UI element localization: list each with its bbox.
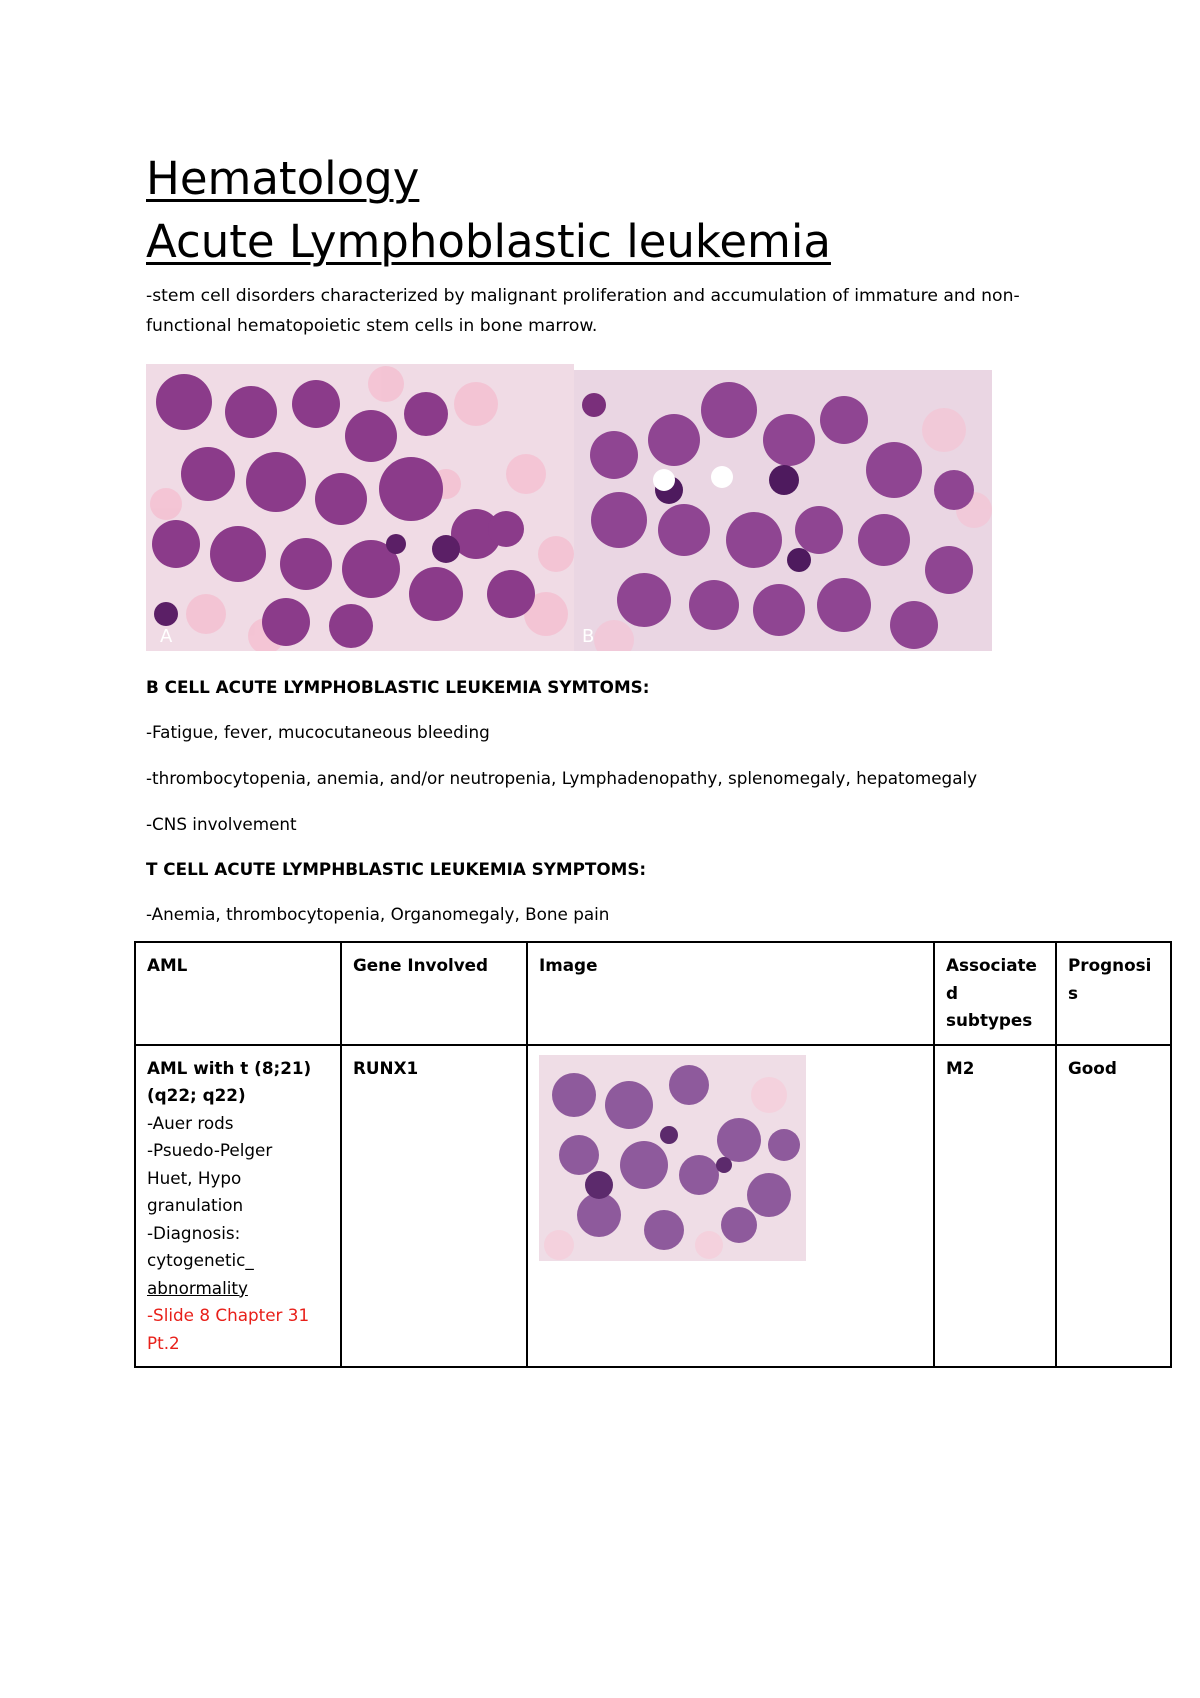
row1-aml-title-2: (q22; q22)	[147, 1085, 246, 1105]
intro-line-2: functional hematopoietic stem cells in bone marrow.	[146, 316, 598, 336]
micrograph-panel-a	[146, 364, 574, 651]
table-header-row	[135, 942, 1171, 1045]
header-gene: Gene Involved	[341, 942, 527, 1045]
row1-image-cell	[527, 1045, 934, 1368]
header-subtypes-l1: Associate	[946, 955, 1037, 975]
row1-aml-line-2: -Psuedo-Pelger	[147, 1140, 273, 1160]
row1-prognosis: Good	[1056, 1045, 1171, 1368]
t-cell-item-1: -Anemia, thrombocytopenia, Organomegaly, Bone pain	[146, 904, 610, 924]
b-cell-item-3: -CNS involvement	[146, 814, 297, 834]
b-cell-item-2: -thrombocytopenia, anemia, and/or neutropenia, Lymphadenopathy, splenomegaly, hepatomegaly	[146, 768, 978, 788]
b-cell-item-1: -Fatigue, fever, mucocutaneous bleeding	[146, 722, 490, 742]
header-subtypes	[934, 942, 1056, 1045]
micrograph-a-image	[146, 364, 574, 651]
row1-aml-line-6: cytogenetic_	[147, 1250, 254, 1270]
intro-paragraph	[146, 281, 1066, 341]
b-cell-heading: B CELL ACUTE LYMPHOBLASTIC LEUKEMIA SYMTOMS:	[146, 677, 650, 697]
row1-aml-line-3: Huet, Hypo	[147, 1167, 242, 1188]
panel-label-b: B	[582, 626, 595, 647]
row1-aml-reference-1: -Slide 8 Chapter 31	[147, 1305, 310, 1325]
header-prognosis	[1056, 942, 1171, 1045]
micrograph-panel-b	[574, 370, 992, 651]
row1-aml-reference-2: Pt.2	[147, 1332, 180, 1353]
row1-micrograph-image	[539, 1055, 806, 1261]
header-aml: AML	[135, 942, 341, 1045]
header-prognosis-l1: Prognosi	[1068, 955, 1152, 975]
header-prognosis-l2: s	[1068, 982, 1078, 1003]
panel-label-a: A	[160, 626, 173, 647]
table-row	[135, 1045, 1171, 1368]
row1-aml-line-5: -Diagnosis:	[147, 1222, 241, 1243]
micrograph-b-image	[574, 370, 992, 651]
header-subtypes-l2: d	[946, 982, 959, 1003]
header-subtypes-l3: subtypes	[946, 1010, 1033, 1030]
header-image: Image	[527, 942, 934, 1045]
document-subtitle: Acute Lymphoblastic leukemia	[146, 215, 831, 268]
row1-aml-line-1: -Auer rods	[147, 1112, 234, 1133]
t-cell-heading: T CELL ACUTE LYMPHBLASTIC LEUKEMIA SYMPTOMS:	[146, 859, 647, 879]
row1-subtype: M2	[934, 1045, 1056, 1368]
document-title: Hematology	[146, 152, 420, 205]
row1-aml-cell	[135, 1045, 341, 1368]
row1-gene: RUNX1	[341, 1045, 527, 1368]
row1-aml-title-1: AML with t (8;21)	[147, 1057, 312, 1078]
row1-aml-line-7: abnormality	[147, 1277, 248, 1298]
aml-table	[134, 941, 1172, 1368]
row1-aml-line-4: granulation	[147, 1195, 244, 1215]
intro-line-1: -stem cell disorders characterized by malignant proliferation and accumulation of immature and non-	[146, 286, 1020, 306]
